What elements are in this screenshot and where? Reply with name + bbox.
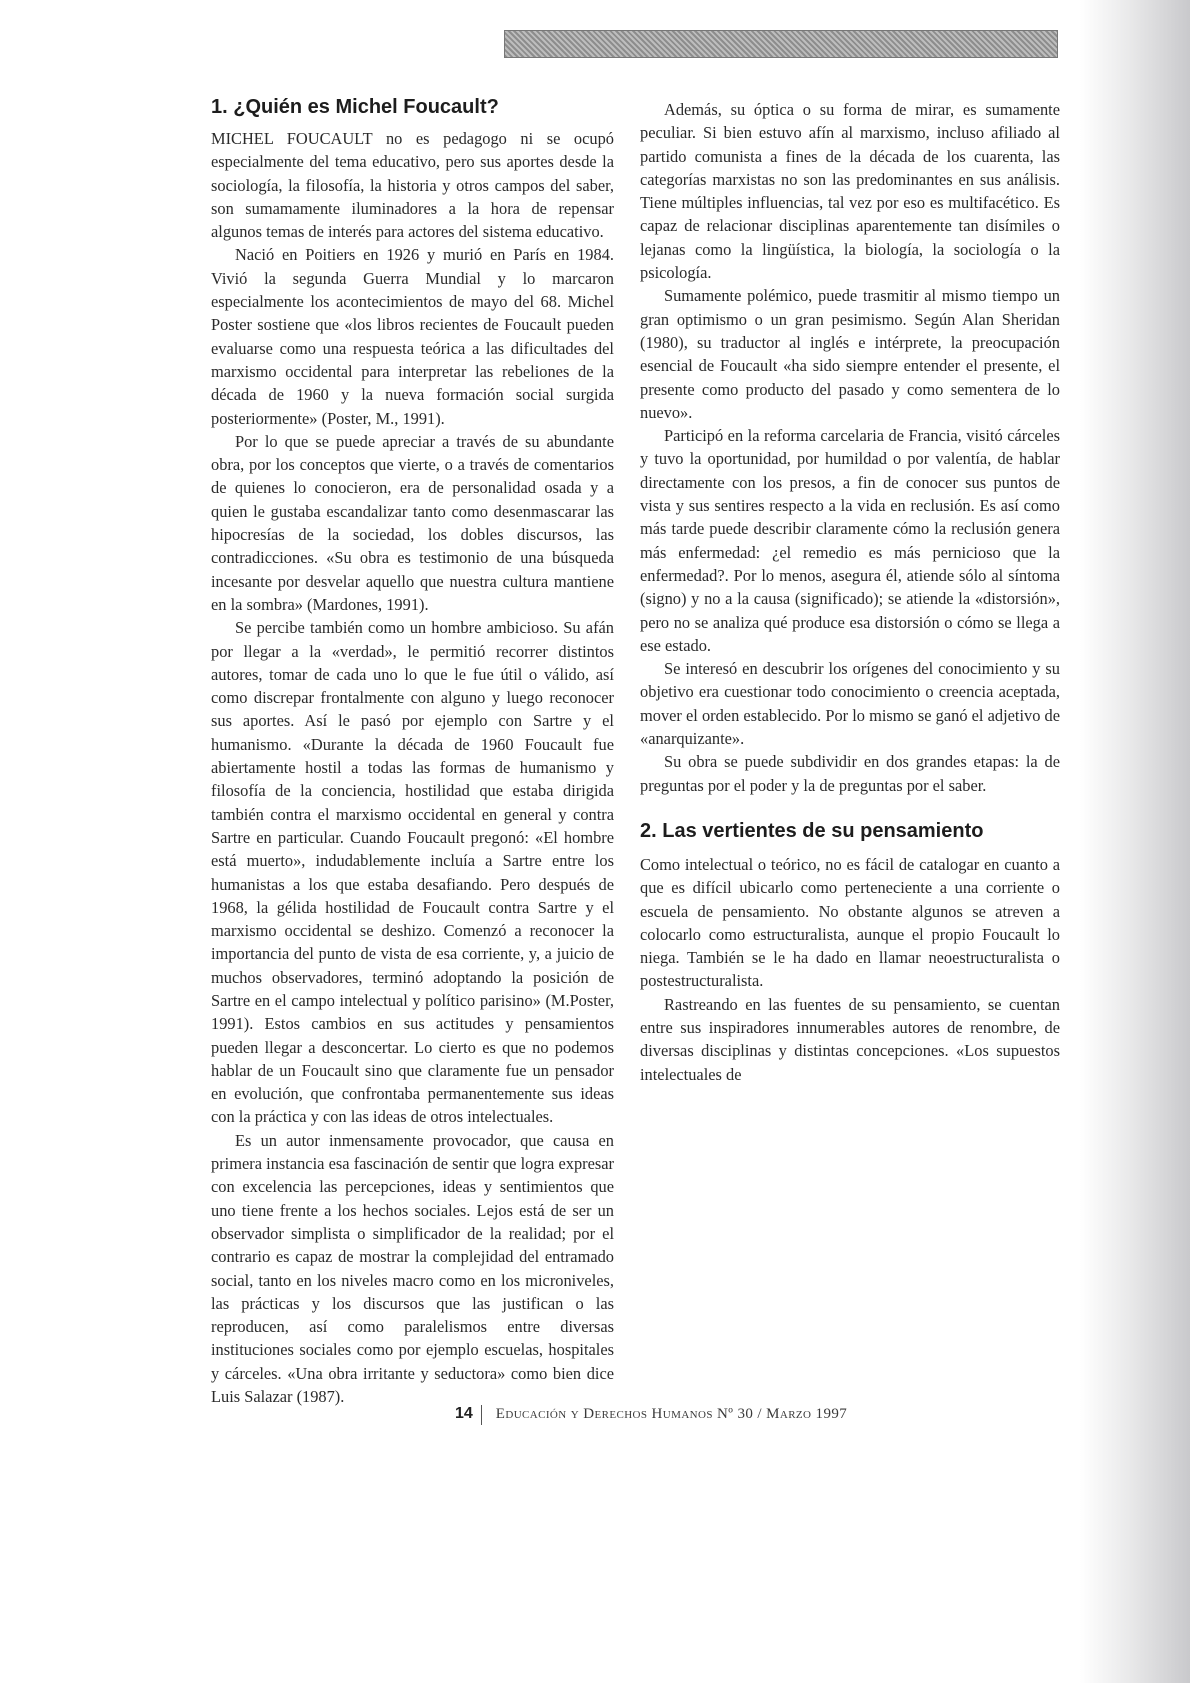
paragraph: Se interesó en descubrir los orígenes del conocimiento y su objetivo era cuestionar todo conocimiento o creencia aceptada, mover el orden establecido. Por lo mismo se ganó el adjetivo de «anarquizante».: [640, 659, 1060, 749]
paragraph: Además, su óptica o su forma de mirar, es sumamente peculiar. Si bien estuvo afín al marxismo, incluso afiliado al partido comunista a fines de la década de los cuarenta, las categorías marxistas no son las predominantes en sus análisis. Tiene múltiples influencias, tal vez por eso es multifacético. Es capaz de relacionar disciplinas aparentemente tan disímiles o lejanas como la lingüística, la biología, la sociología o la psicología.: [640, 100, 1060, 283]
section-2-heading: 2. Las vertientes de su pensamiento: [640, 819, 984, 842]
paragraph: Participó en la reforma carcelaria de Francia, visitó cárceles y tuvo la oportunidad, por humildad o por valentía, de hablar directamente con los presos, a fin de conocer sus puntos de vista y sus sentires respecto a la vida en reclusión. Es así como más tarde puede describir claramente cómo la reclusión genera más enfermedad: ¿el remedio es más pernicioso que la enfermedad?. Por lo menos, asegura él, atiende sólo al síntoma (signo) y no a la causa (significado); se atiende la «distorsión», pero no se analiza qué produce esa distorsión o cómo se llega a ese estado.: [640, 426, 1060, 655]
journal-title: Educación y Derechos Humanos Nº 30 / Marzo 1997: [495, 1406, 848, 1423]
paragraph: [211, 1129, 614, 1409]
paragraph: MICHEL FOUCAULT no es pedagogo ni se ocupó especialmente del tema educativo, pero sus aportes desde la sociología, la filosofía, la historia y otros campos del saber, son sumamamente iluminadores a la hora de repensar algunos temas de interés para actores del sistema educativo.: [211, 129, 614, 242]
section-1-heading: 1. ¿Quién es Michel Foucault?: [211, 96, 499, 118]
paragraph: Como intelectual o teórico, no es fácil de catalogar en cuanto a que es difícil ubicarlo como perteneciente a una corriente o escuela de pensamiento. No obstante algunos se atreven a colocarlo como estructuralista, aunque el propio Foucault lo niega. También se le ha dado en llamar neoestructuralista o postestructuralista.: [640, 854, 1060, 991]
header-pattern-bar: [504, 30, 1058, 58]
paragraph: Nació en Poitiers en 1926 y murió en París en 1984. Vivió la segunda Guerra Mundial y lo marcaron especialmente los acontecimientos de mayo del 68. Michel Poster sostiene que «los libros recientes de Foucault pueden evaluarse como una respuesta teórica a las dificultades del marxismo occidental para interpretar las rebeliones de la década de 1960 y la nueva formación social surgida posteriormente» (Poster, M., 1991).: [211, 245, 614, 428]
page-number: 14: [455, 1405, 473, 1423]
right-column: [640, 98, 1060, 1086]
paragraph: Sumamente polémico, puede trasmitir al mismo tiempo un gran optimismo o un gran pesimismo. Según Alan Sheridan (1980), su traductor al inglés e intérprete, la preocupación esencial de Foucault «ha sido siempre entender el presente, el presente como producto del pasado y como sementera de lo nuevo».: [640, 286, 1060, 422]
footer-divider: [481, 1405, 482, 1425]
paragraph: Se percibe también como un hombre ambicioso. Su afán por llegar a la «verdad», le permitió recorrer distintos autores, tomar de cada uno lo que le fue útil o válido, así como discrepar frontalmente con alguno y luego reconocer sus aportes. Así le pasó por ejemplo con Sartre y el humanismo. «Durante la década de 1960 Foucault fue abiertamente hostil a todas las formas de humanismo y filosofía de la conciencia, hostilidad que estaba dirigida también contra el marxismo occidental en general y contra Sartre en particular. Cuando Foucault pregonó: «El hombre está muerto», indudablemente incluía a Sartre entre los humanistas a los que estaba desafiando. Pero después de 1968, la gélida hostilidad de Foucault contra Sartre y el marxismo occidental se deshizo. Comenzó a reconocer la importancia del punto de vista de esa corriente, y, a juicio de muchos observadores, terminó adoptando la posición de Sartre en el campo intelectual y político parisino» (M.Poster, 1991). Estos cambios en sus actitudes y pensamientos pueden llegar a desconcertar. Lo cierto es que no podemos hablar de un Foucault sino que claramente fue un pensador en evolución, que confrontaba permanentemente sus ideas con la práctica y con las ideas de otros intelectuales.: [211, 618, 614, 1127]
paragraph: Por lo que se puede apreciar a través de su abundante obra, por los conceptos que vierte, o a través de comentarios de quienes lo conocieron, era de personalidad osada y a quien le gustaba escandalizar tanto como desenmascarar las hipocresías de la sociedad, los dobles discursos, las contradicciones. «Su obra es testimonio de una búsqueda incesante por desvelar aquello que nuestra cultura mantiene en la sombra» (Mardones, 1991).: [211, 431, 614, 614]
paragraph-part: Es un autor inmensamente provocador, que causa en primera instancia esa fascinación de sentir que logra expresar con excelencia las percepciones, ideas y sentimientos que uno tiene frente a los hechos sociales. Lejos está de ser un observador simplista o simplificador de la realidad; por el contrario es capaz de mostrar la complejidad del entramado social, tanto en los niveles macro como en los microniveles, las prácticas y los discursos que las justifican o las reproducen, así como paralelismos entre diversas instituciones sociales como por ejemplo escuelas, hospitales y cárceles. «Una obra irritante y seductora» como bien dice Luis Salazar (1987).: [211, 1130, 614, 1407]
left-column: [211, 95, 614, 1408]
paragraph: Rastreando en las fuentes de su pensamiento, se cuentan entre sus inspiradores innumerables autores de renombre, de diversas disciplinas y distintas concepciones. «Los supuestos intelectuales de: [640, 994, 1060, 1084]
page-edge-shadow: [1080, 0, 1190, 1683]
page-footer: [455, 1405, 847, 1425]
paragraph: Su obra se puede subdividir en dos grandes etapas: la de preguntas por el poder y la de preguntas por el saber.: [640, 752, 1060, 795]
